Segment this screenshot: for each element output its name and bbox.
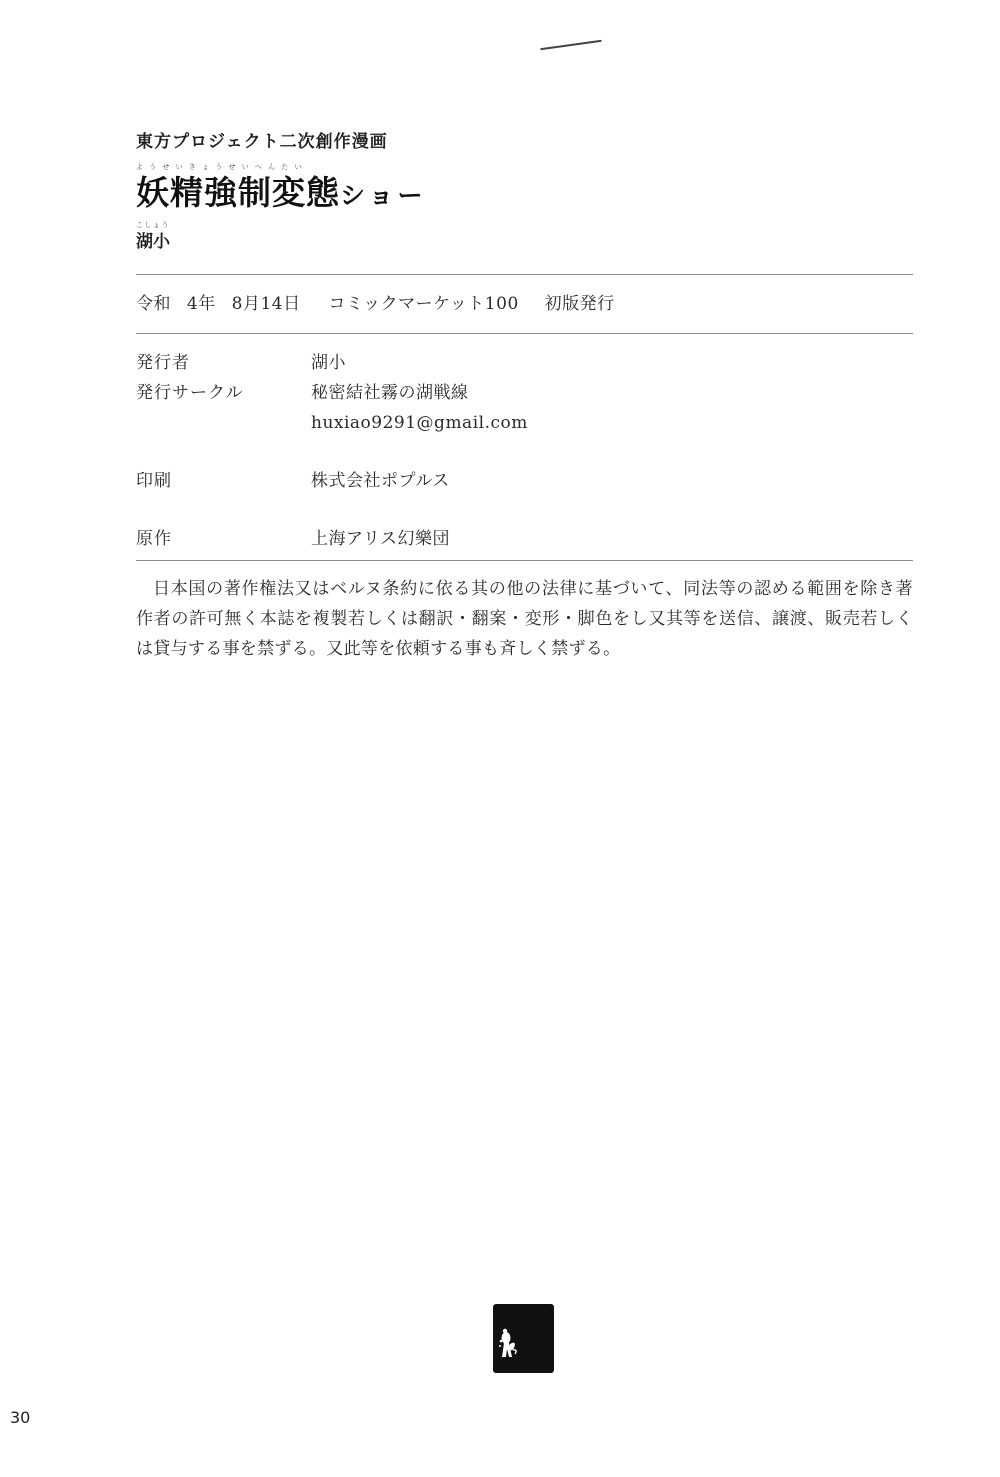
page-number: 30 [10, 1408, 31, 1427]
credit-value: 株式会社ポプルス [311, 471, 450, 491]
credit-row-printer [136, 466, 913, 496]
edition-year: 4年 [186, 294, 216, 314]
title-kanji: 妖精強制変態 [136, 173, 340, 212]
credit-row-email [136, 408, 913, 438]
edition-line [136, 275, 913, 333]
credit-row-publisher [136, 348, 913, 378]
credit-row-original [136, 524, 913, 554]
credit-row-circle [136, 378, 913, 408]
book-title [136, 172, 913, 214]
credit-value: 湖小 [311, 353, 346, 373]
colophon [136, 128, 913, 664]
credit-label: 発行者 [136, 353, 190, 373]
credit-label: 印刷 [136, 471, 172, 491]
author-name: 湖小 [136, 232, 170, 252]
title-kana: ショー [340, 181, 427, 210]
series-label: 東方プロジェクト二次創作漫画 [136, 132, 388, 152]
fairy-silhouette-icon [493, 1304, 554, 1373]
circle-logo [493, 1304, 554, 1373]
credit-label [136, 408, 311, 438]
copyright-notice: 日本国の著作権法又はベルヌ条約に依る其の他の法律に基づいて、同法等の認める範囲を除き著作者の許可無く本誌を複製若しくは翻訳・翻案・変形・脚色をし又其等を送信、譲渡、販売若しくは貸与する事を禁ずる。又此等を依頼する事も斉しく禁ずる。 [136, 579, 913, 659]
credit-label: 発行サークル [136, 383, 244, 403]
credit-value: 上海アリス幻樂団 [311, 529, 450, 549]
credit-value: 秘密結社霧の湖戦線 [311, 383, 469, 403]
edition-date: 8月14日 [231, 294, 301, 314]
edition-era: 令和 [136, 294, 171, 314]
title-ruby: ようせいきょうせいへんたい [136, 163, 308, 171]
scan-mark [540, 40, 602, 51]
credit-label: 原作 [136, 529, 172, 549]
author-ruby: こしょう [136, 221, 170, 229]
credits-list [136, 334, 913, 560]
edition-event: コミックマーケット100 [328, 294, 519, 314]
edition-status: 初版発行 [544, 294, 615, 314]
contact-email: huxiao9291@gmail.com [311, 413, 528, 433]
